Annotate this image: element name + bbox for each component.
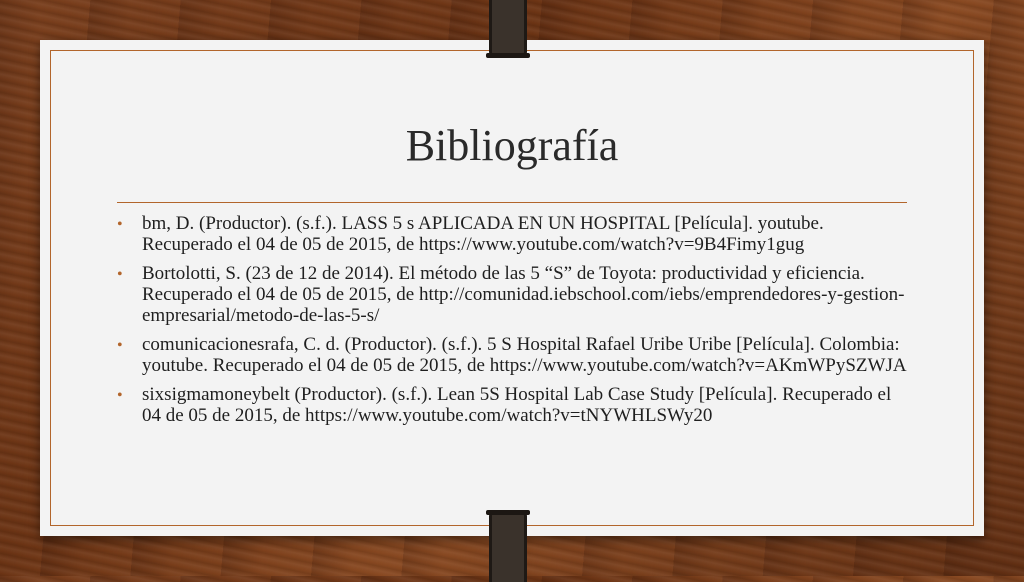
reference-item — [117, 213, 907, 255]
bullet-icon: • — [117, 266, 123, 283]
bullet-icon: • — [117, 387, 123, 404]
reference-list — [117, 213, 907, 434]
top-clip — [489, 0, 527, 56]
reference-text: Bortolotti, S. (23 de 12 de 2014). El método de las 5 “S” de Toyota: productividad y eficiencia. Recuperado el 04 de 05 de 2015, de http://comunidad.iebschool.com/iebs/emprendedores-y-gestion-empresarial/metodo-de-las-5-s/ — [142, 263, 905, 326]
bottom-clip — [489, 512, 527, 582]
slide-title: Bibliografía — [405, 121, 619, 170]
bullet-icon: • — [117, 216, 123, 233]
title-divider — [117, 202, 907, 203]
bullet-icon: • — [117, 337, 123, 354]
reference-item — [117, 334, 907, 376]
reference-text: comunicacionesrafa, C. d. (Productor). (s.f.). 5 S Hospital Rafael Uribe Uribe [Película]. Colombia: youtube. Recuperado el 04 de 05 de 2015, de https://www.youtube.com/watch?v=AKmWPySZWJA — [142, 334, 907, 376]
reference-item — [117, 384, 907, 426]
reference-text: sixsigmamoneybelt (Productor). (s.f.). Lean 5S Hospital Lab Case Study [Película]. Recuperado el 04 de 05 de 2015, de https://www.youtube.com/watch?v=tNYWHLSWy20 — [142, 384, 892, 426]
reference-text: bm, D. (Productor). (s.f.). LASS 5 s APLICADA EN UN HOSPITAL [Película]. youtube. Recuperado el 04 de 05 de 2015, de https://www.youtube.com/watch?v=9B4Fimy1gug — [142, 213, 824, 255]
reference-item — [117, 263, 907, 326]
